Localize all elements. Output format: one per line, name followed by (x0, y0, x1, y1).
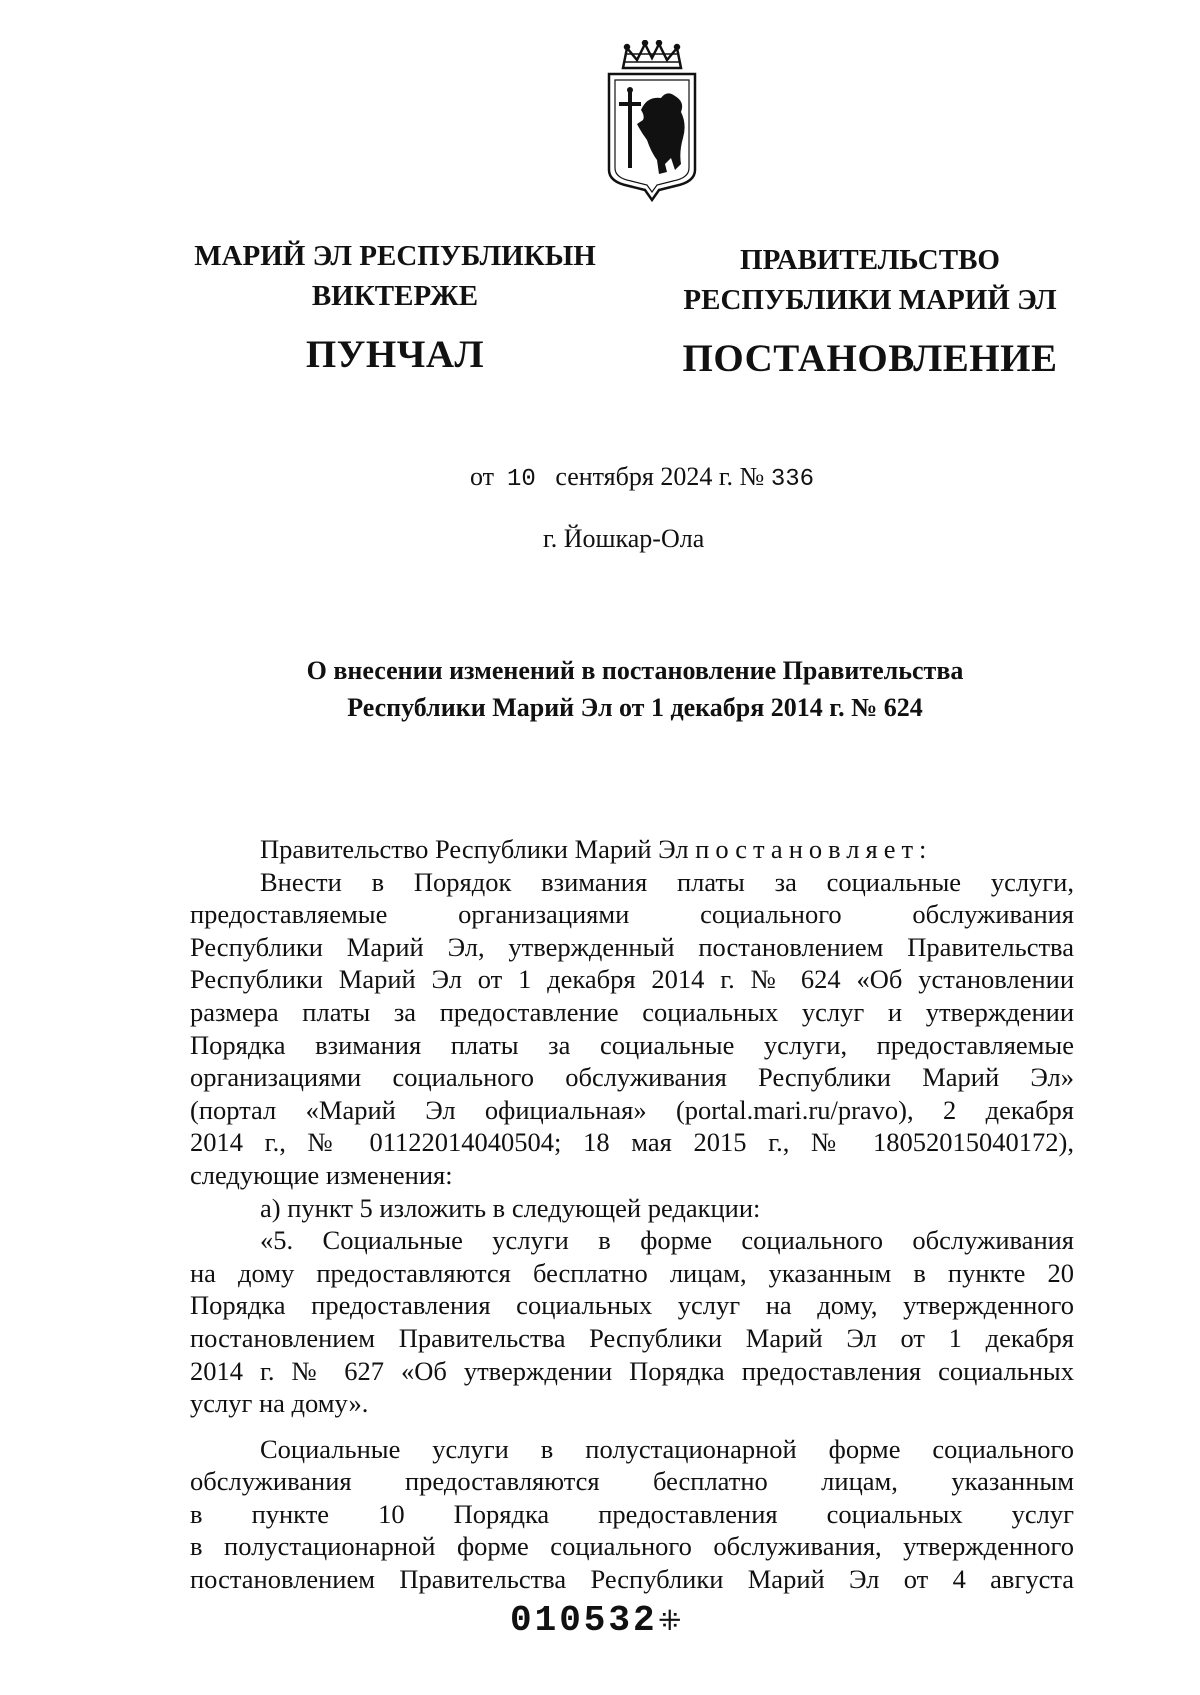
header-left-doc-type: ПУНЧАЛ (305, 333, 485, 376)
decree-preamble (190, 833, 1074, 866)
date-month-year: сентября 2024 г. № (555, 462, 765, 491)
header-right (650, 240, 1090, 384)
serial-mark: ⁜ (658, 1606, 682, 1637)
body-line: постановлением Правительства Республики Марий Эл от 4 августа (190, 1564, 1074, 1595)
decree-subject: Правительство Республики Марий Эл (260, 834, 689, 864)
decree-date (470, 462, 814, 493)
body-line: Порядка предоставления социальных услуг на дому, утвержденного (190, 1290, 1074, 1321)
coat-of-arms-icon (595, 40, 710, 205)
body-line: Республики Марий Эл, утвержденный постановлением Правительства (190, 931, 1074, 962)
document-body (190, 833, 1074, 1596)
body-line: «5. Социальные услуги в форме социального обслуживания (260, 1225, 1074, 1256)
header-left (170, 236, 620, 380)
header-right-line1: ПРАВИТЕЛЬСТВО (740, 244, 1000, 276)
decree-number: 336 (770, 466, 815, 493)
body-line: Внести в Порядок взимания платы за социальные услуги, (260, 866, 1074, 897)
body-line: размера платы за предоставление социальных услуг и утверждении (190, 996, 1074, 1027)
body-line: 2014 г., № 01122014040504; 18 мая 2015 г., № 18052015040172), (190, 1127, 1074, 1158)
title-line-1: О внесении изменений в постановление Правительства (306, 656, 964, 685)
body-line: на дому предоставляются бесплатно лицам, указанным в пункте 20 (190, 1257, 1074, 1288)
header-right-doc-type: ПОСТАНОВЛЕНИЕ (682, 337, 1058, 380)
body-line: в полустационарной форме социального обслуживания, утвержденного (190, 1531, 1074, 1562)
body-line: в пункте 10 Порядка предоставления социальных услуг (190, 1498, 1074, 1529)
header-left-line1: МАРИЙ ЭЛ РЕСПУБЛИКЫН (194, 240, 596, 272)
document-title (200, 652, 1070, 726)
body-line: организациями социального обслуживания Республики Марий Эл» (190, 1062, 1074, 1093)
body-line: (портал «Марий Эл официальная» (portal.mari.ru/pravo), 2 декабря (190, 1094, 1074, 1125)
body-line: 2014 г. № 627 «Об утверждении Порядка предоставления социальных (190, 1355, 1074, 1386)
body-line: Порядка взимания платы за социальные услуги, предоставляемые (190, 1029, 1074, 1060)
date-prefix: от (470, 462, 495, 491)
body-line: Республики Марий Эл от 1 декабря 2014 г. № 624 «Об установлении (190, 964, 1074, 995)
serial-number: 010532 (510, 1600, 658, 1641)
title-line-2: Республики Марий Эл от 1 декабря 2014 г. № 624 (347, 693, 923, 722)
header-left-line2: ВИКТЕРЖЕ (311, 280, 479, 312)
header-right-line2: РЕСПУБЛИКИ МАРИЙ ЭЛ (683, 284, 1057, 316)
body-line: обслуживания предоставляются бесплатно лицам, указанным (190, 1466, 1074, 1497)
body-line: услуг на дому». (190, 1388, 369, 1419)
decree-verb: постановляет: (695, 834, 933, 864)
body-line: предоставляемые организациями социального обслуживания (190, 899, 1074, 930)
date-day: 10 (507, 466, 536, 493)
body-line: следующие изменения: (190, 1159, 453, 1190)
city: г. Йошкар-Ола (543, 524, 705, 553)
body-line: Социальные услуги в полустационарной форме социального (260, 1433, 1074, 1464)
body-line: а) пункт 5 изложить в следующей редакции: (260, 1192, 761, 1223)
body-line: постановлением Правительства Республики Марий Эл от 1 декабря (190, 1322, 1074, 1353)
